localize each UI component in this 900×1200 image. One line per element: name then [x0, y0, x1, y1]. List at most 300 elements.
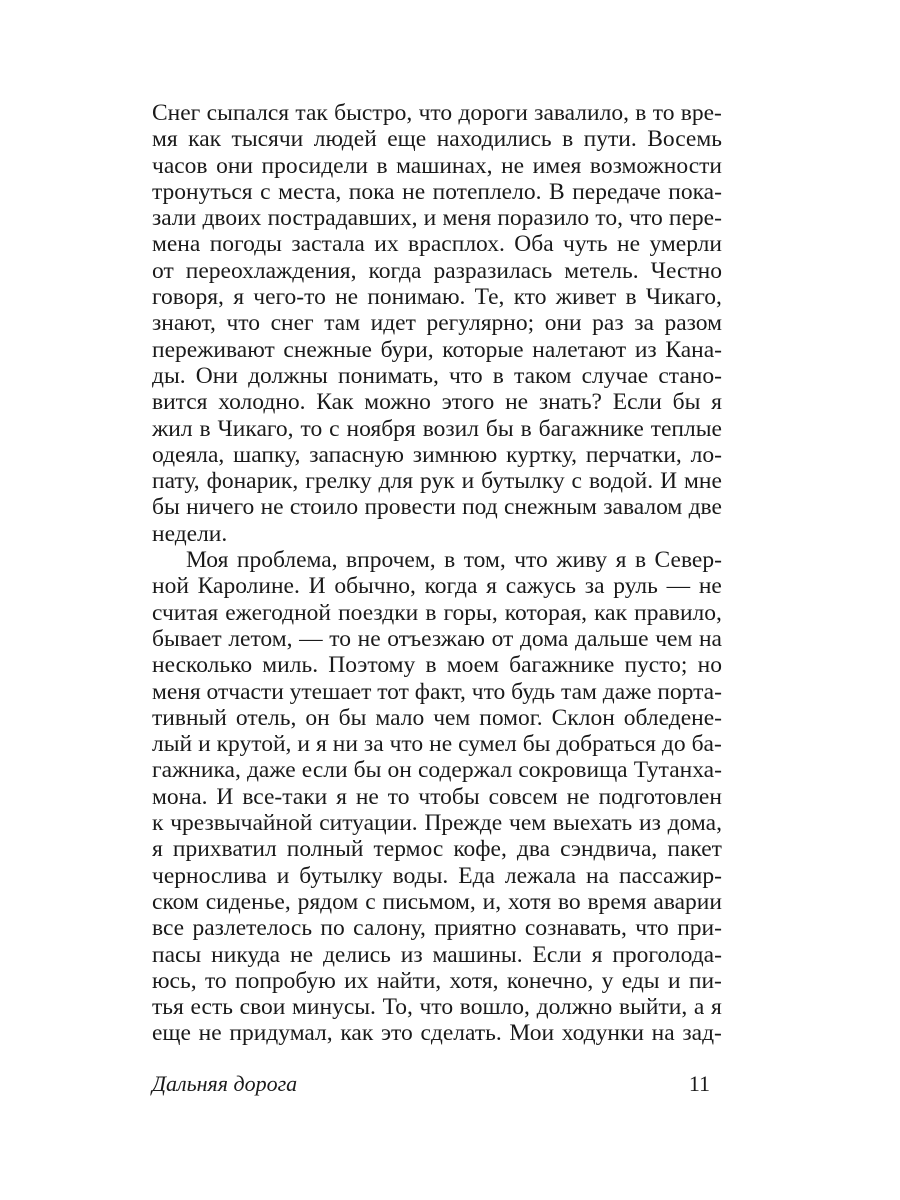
text-line	[152, 705, 722, 731]
word: сажусь	[505, 573, 577, 600]
word: отчасти	[206, 678, 284, 705]
word: бы	[338, 704, 367, 731]
word: дороги	[458, 100, 528, 126]
word: дома	[519, 625, 569, 652]
word: машины.	[432, 941, 523, 968]
word: зимнюю	[412, 441, 498, 468]
word: тот	[377, 678, 409, 705]
word: на	[586, 862, 610, 889]
word: за	[634, 310, 654, 337]
word: снежные	[283, 336, 372, 363]
text-line	[152, 100, 722, 126]
word: пока	[348, 178, 395, 205]
word: сознавать,	[524, 915, 627, 942]
word: моем	[446, 652, 499, 679]
word: перчатки,	[585, 441, 682, 468]
word: не	[355, 783, 379, 810]
word: он	[387, 757, 412, 784]
word: людей	[313, 126, 377, 153]
word: полный	[286, 836, 364, 863]
word: пере-	[668, 205, 722, 232]
word: то	[387, 783, 410, 810]
text-line	[152, 757, 722, 783]
word: до	[661, 731, 686, 758]
word: как	[188, 126, 222, 153]
word: что	[419, 994, 454, 1021]
word: за	[363, 731, 384, 758]
word: не	[505, 389, 529, 416]
word: что	[418, 100, 453, 126]
word: это	[380, 1020, 413, 1047]
word: проблема,	[236, 547, 338, 574]
word: в	[520, 415, 532, 442]
word: что	[629, 205, 663, 232]
word: Честно	[650, 257, 722, 284]
word: что	[635, 915, 669, 942]
word: отель,	[235, 704, 297, 731]
word: метель.	[564, 257, 639, 284]
word: Если	[612, 389, 662, 416]
word: время	[587, 888, 647, 915]
word: Север-	[654, 547, 722, 574]
word: Они	[195, 362, 238, 389]
word: ло-	[690, 441, 722, 468]
word: Восемь	[647, 126, 722, 153]
word: придумал,	[229, 1020, 333, 1047]
word: из	[634, 336, 657, 363]
word: грелку	[305, 468, 372, 495]
word: из	[639, 810, 661, 837]
word: с	[571, 468, 582, 495]
word: они	[216, 152, 253, 179]
text-line	[152, 863, 722, 889]
word: случае	[581, 362, 649, 389]
word: руль	[613, 573, 658, 600]
word: часов	[152, 152, 208, 179]
word: в	[444, 547, 456, 574]
text-line	[152, 994, 722, 1020]
word: говоря,	[152, 284, 224, 311]
word: я	[591, 941, 603, 968]
word: мя	[152, 126, 178, 153]
word: я	[615, 547, 627, 574]
word: и	[423, 205, 437, 232]
word: под	[462, 494, 498, 521]
text-line	[152, 679, 722, 705]
word: Снег	[152, 100, 201, 126]
word: для	[378, 468, 414, 495]
word: как	[594, 599, 628, 626]
word: в	[635, 100, 647, 126]
word: ной	[152, 573, 189, 600]
word: совсем	[488, 783, 558, 810]
text-line	[152, 836, 722, 862]
word: их	[344, 967, 369, 994]
word: переохлаждения,	[185, 257, 357, 284]
word: там	[324, 310, 361, 337]
word: должно	[536, 994, 613, 1021]
word: возил	[422, 415, 479, 442]
word: когда	[424, 573, 478, 600]
word: пакет	[667, 836, 722, 863]
word: поездки	[338, 599, 419, 626]
text-line	[152, 310, 722, 336]
word: и	[276, 862, 290, 889]
paragraph-start-line	[152, 547, 722, 573]
word: вре-	[680, 100, 722, 126]
word: мне	[684, 468, 722, 495]
word: знать?	[538, 389, 602, 416]
word: я	[152, 836, 163, 863]
word: не	[566, 783, 590, 810]
word: стоило	[289, 494, 359, 521]
word: меня	[152, 678, 201, 705]
word: то	[204, 967, 227, 994]
word: правило,	[634, 599, 722, 626]
word: места,	[278, 178, 342, 205]
word: чем	[655, 625, 693, 652]
word: меня	[442, 205, 492, 232]
word: что	[389, 731, 424, 758]
word: что	[449, 362, 483, 389]
word: быстро,	[334, 100, 413, 126]
word: пусто;	[624, 652, 688, 679]
word: если	[301, 757, 348, 784]
word: Как	[316, 389, 354, 416]
word: летом,	[228, 625, 293, 652]
word: ходунки	[561, 1020, 644, 1047]
word: он	[305, 704, 330, 731]
word: чуть	[563, 231, 608, 258]
word: порта-	[657, 678, 722, 705]
word: Склон	[551, 704, 615, 731]
page-footer	[152, 1071, 710, 1097]
word: должны	[248, 362, 328, 389]
word: снег	[270, 310, 314, 337]
word: Тутанха-	[633, 757, 722, 784]
word: зали	[152, 205, 197, 232]
word: у	[601, 967, 614, 994]
word: когда	[368, 257, 422, 284]
word: есть	[190, 994, 233, 1021]
word: но	[697, 652, 722, 679]
word: я	[233, 284, 244, 311]
word: и	[667, 967, 681, 994]
word: Еда	[458, 862, 495, 889]
word: все-таки	[242, 783, 328, 810]
word: прихватил	[172, 836, 277, 863]
word: мона.	[152, 783, 208, 810]
word: И	[308, 573, 326, 600]
text-line	[152, 573, 722, 599]
text-line	[152, 337, 722, 363]
word: даже	[246, 757, 296, 784]
text-line	[152, 626, 722, 652]
word: теплые	[650, 415, 722, 442]
word: во	[557, 888, 581, 915]
word: не	[698, 573, 722, 600]
word: все	[152, 915, 185, 942]
word: пути.	[583, 126, 637, 153]
word: бы	[672, 389, 701, 416]
word: я	[486, 573, 497, 600]
word: а	[693, 994, 705, 1021]
word: я	[336, 783, 347, 810]
word: несколько	[152, 652, 253, 679]
word: на	[651, 1020, 675, 1047]
word: еды	[621, 967, 660, 994]
word: стано-	[658, 362, 722, 389]
text-line	[152, 915, 722, 941]
word: идет	[370, 310, 416, 337]
word: бы	[485, 415, 514, 442]
word: передаче	[572, 178, 661, 205]
word: как	[340, 1020, 374, 1047]
word: бури,	[380, 336, 434, 363]
word: лежала	[504, 862, 577, 889]
word: таком	[514, 362, 572, 389]
word: свои	[239, 994, 286, 1021]
word: не	[260, 494, 284, 521]
word: одеяла,	[152, 441, 225, 468]
word: ноября	[346, 415, 416, 442]
word: две	[688, 494, 722, 521]
word: налетают	[532, 336, 627, 363]
word: их	[374, 231, 399, 258]
word: аварии	[653, 888, 722, 915]
word: еще	[152, 1020, 191, 1047]
word: бутылку	[481, 468, 565, 495]
word: —	[666, 573, 691, 600]
word: даже	[602, 678, 652, 705]
text-line: недели.	[152, 520, 228, 547]
word: пока-	[668, 178, 722, 205]
word: сумел	[458, 731, 517, 758]
word: кофе,	[453, 836, 507, 863]
word: ни	[332, 731, 358, 758]
word: застала	[291, 231, 365, 258]
word: живу	[556, 547, 608, 574]
word: просидели	[261, 152, 368, 179]
word: этого	[441, 389, 495, 416]
word: отъезжаю	[387, 625, 485, 652]
word: том,	[463, 547, 506, 574]
word: в	[425, 652, 437, 679]
word: бывает	[152, 625, 222, 652]
word: за	[584, 573, 605, 600]
word: от	[491, 625, 514, 652]
word: пи-	[688, 967, 722, 994]
word: снежным	[504, 494, 597, 521]
word: сиденье,	[205, 888, 291, 915]
word: помог.	[479, 704, 543, 731]
word: тивный	[152, 704, 227, 731]
word: Оба	[514, 231, 554, 258]
word: Чикаго,	[217, 415, 294, 442]
text-line	[152, 810, 722, 836]
word: считая	[152, 599, 219, 626]
body-text	[152, 100, 722, 1047]
word: не	[429, 731, 453, 758]
word: при-	[677, 915, 722, 942]
word: И	[216, 783, 234, 810]
word: которые	[442, 336, 524, 363]
word: врасплох.	[408, 231, 505, 258]
word: можно	[364, 389, 431, 416]
word: я	[315, 731, 327, 758]
word: содержал	[417, 757, 513, 784]
word: они	[544, 310, 582, 337]
word: чрезвычайной	[170, 810, 313, 837]
word: Мои	[509, 1020, 555, 1047]
word: Каролине.	[197, 573, 300, 600]
word: тысячи	[231, 126, 304, 153]
word: разразилась	[433, 257, 553, 284]
word: на	[698, 625, 722, 652]
word: не	[198, 1020, 222, 1047]
word: То,	[382, 994, 413, 1021]
word: завалило,	[534, 100, 629, 126]
page-number: 11	[688, 1071, 710, 1096]
word: шапку,	[233, 441, 301, 468]
word: Прежде	[424, 810, 503, 837]
word: выехать	[552, 810, 633, 837]
word: впрочем,	[346, 547, 436, 574]
text-line	[152, 126, 722, 152]
word: ском	[152, 888, 199, 915]
word: погоды	[209, 231, 282, 258]
text-line	[152, 942, 722, 968]
word: так	[295, 100, 328, 126]
word: будь	[511, 678, 556, 705]
word: ежегодной	[225, 599, 332, 626]
word: я	[711, 389, 722, 416]
word: еще	[387, 126, 427, 153]
word: Поэтому	[328, 652, 416, 679]
text-line	[152, 442, 722, 468]
text-line	[152, 363, 722, 389]
word: багажнике	[538, 415, 644, 442]
word: обледене-	[623, 704, 722, 731]
word: регулярно;	[426, 310, 535, 337]
word: Чикаго,	[645, 284, 722, 311]
word: в	[492, 362, 504, 389]
word: в	[425, 599, 437, 626]
word: понимать,	[338, 362, 439, 389]
word: проголода-	[612, 941, 722, 968]
word: салону,	[353, 915, 426, 942]
word: горы,	[443, 599, 498, 626]
word: в	[199, 415, 211, 442]
word: разом	[664, 310, 722, 337]
word: понимаю.	[367, 284, 466, 311]
text-line	[152, 258, 722, 284]
word: в	[562, 126, 574, 153]
word: не	[290, 941, 314, 968]
text-line	[152, 889, 722, 915]
word: машинах,	[396, 152, 493, 179]
word: Моя	[186, 547, 229, 574]
word: минусы.	[292, 994, 376, 1021]
word: попробую	[235, 967, 336, 994]
word: и	[461, 468, 475, 495]
word: знают,	[152, 310, 216, 337]
word: вошло,	[459, 994, 530, 1021]
word: то	[652, 100, 675, 126]
word: делись	[322, 941, 391, 968]
word: с	[365, 888, 376, 915]
word: которая,	[504, 599, 588, 626]
word: с	[329, 415, 340, 442]
word: умерли	[649, 231, 722, 258]
word: не	[335, 284, 359, 311]
word: сыпался	[206, 100, 290, 126]
word: разлетелось	[192, 915, 313, 942]
word: пассажир-	[618, 862, 722, 889]
word: —	[299, 625, 323, 652]
word: пасы	[152, 941, 202, 968]
word: ничего	[186, 494, 255, 521]
word: мена	[152, 231, 201, 258]
word: куртку,	[506, 441, 577, 468]
word: тья	[152, 994, 184, 1021]
word: чем	[509, 810, 547, 837]
word: что	[514, 547, 548, 574]
text-line	[152, 494, 722, 520]
word: водой.	[588, 468, 654, 495]
word: конечно,	[506, 967, 594, 994]
word: двоих	[202, 205, 262, 232]
text-line	[152, 284, 722, 310]
text-line	[152, 652, 722, 678]
word: жил	[152, 415, 193, 442]
word: находились	[436, 126, 552, 153]
text-line	[152, 968, 722, 994]
word: то	[329, 625, 351, 652]
word: пату,	[152, 468, 200, 495]
word: тронуться	[152, 178, 253, 205]
text-line	[152, 153, 722, 179]
word: имея	[532, 152, 582, 179]
word: сэндвича,	[560, 836, 658, 863]
word: ба-	[691, 731, 722, 758]
word: потеплело.	[432, 178, 542, 205]
word: с	[260, 178, 271, 205]
word: добраться	[556, 731, 656, 758]
word: что	[471, 678, 506, 705]
word: дома,	[667, 810, 722, 837]
word: чтобы	[418, 783, 480, 810]
word: приятно	[434, 915, 517, 942]
word: что	[226, 310, 261, 337]
text-line	[152, 231, 722, 257]
word: в	[625, 284, 637, 311]
text-line	[152, 416, 722, 442]
word: в	[634, 547, 647, 574]
word: лый	[152, 731, 193, 758]
word: кто	[513, 284, 547, 311]
word: воды.	[392, 862, 449, 889]
word: не	[357, 625, 381, 652]
word: хотя	[508, 888, 552, 915]
word: то,	[595, 205, 623, 232]
word: возможности	[589, 152, 722, 179]
word: переживают	[152, 336, 275, 363]
word: завалом	[603, 494, 683, 521]
word: я	[711, 994, 722, 1021]
word: подготовлен	[598, 783, 722, 810]
word: рук	[420, 468, 455, 495]
